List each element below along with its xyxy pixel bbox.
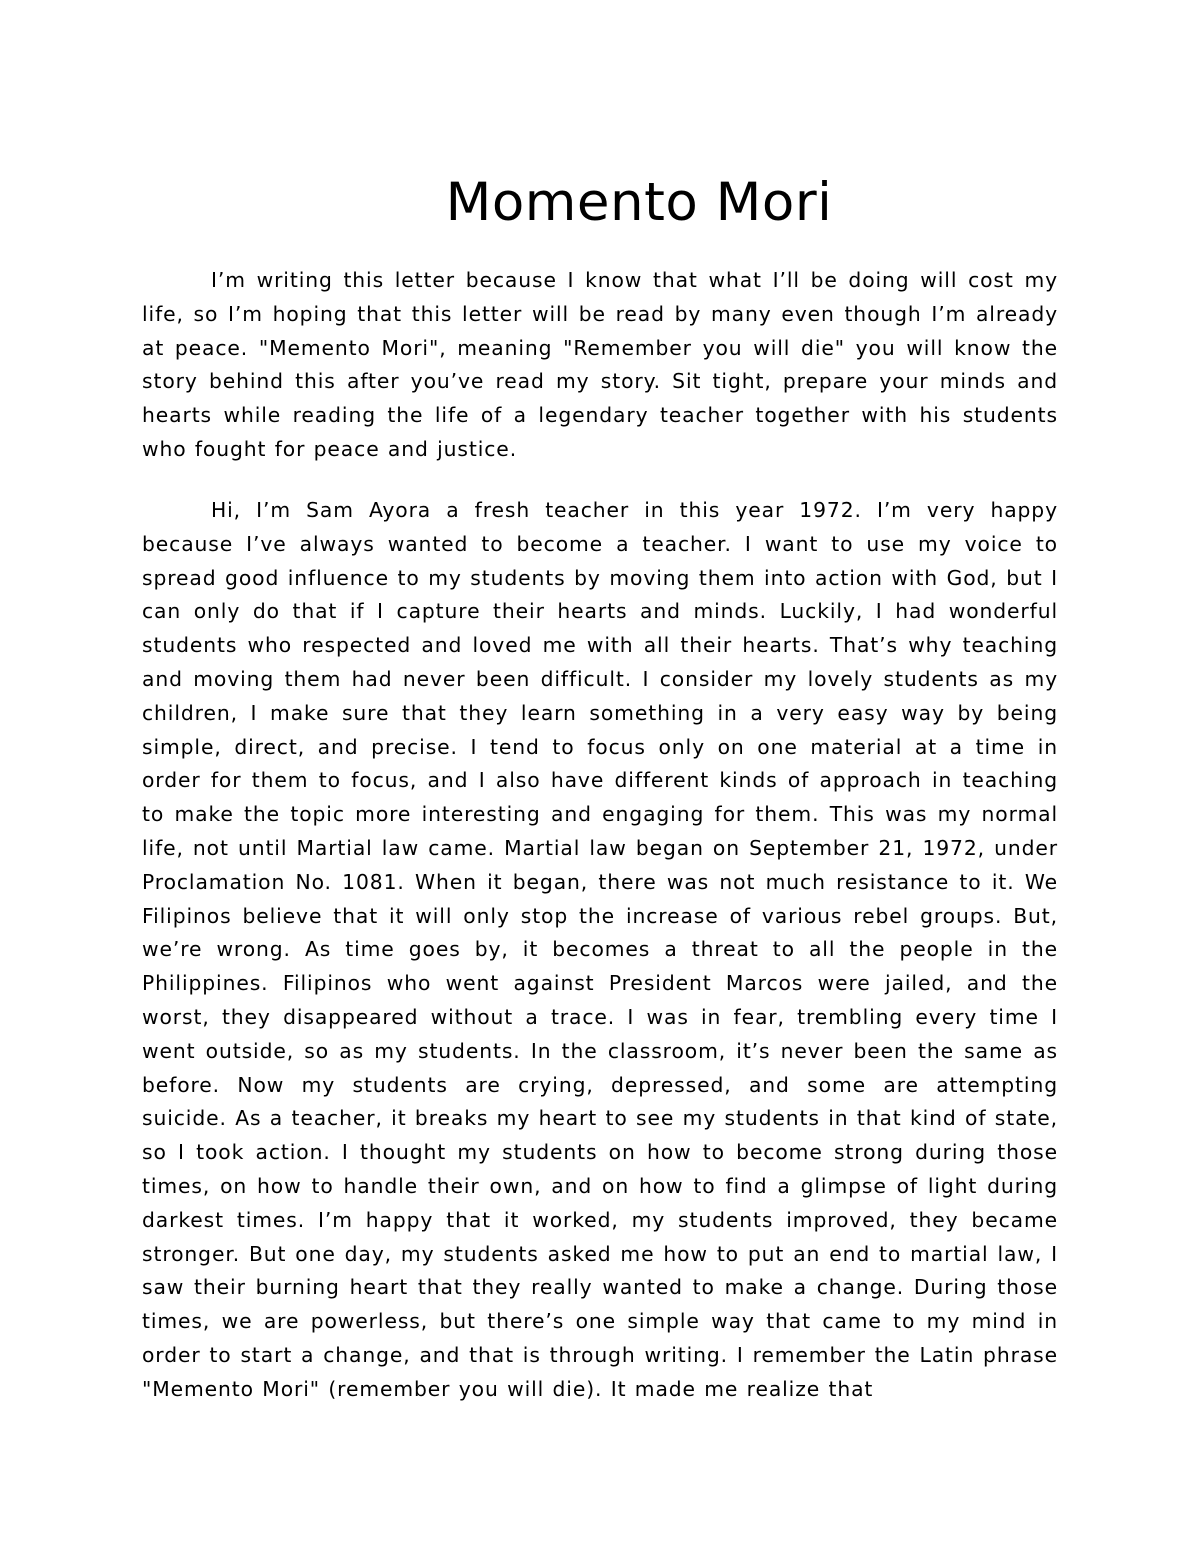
paragraph-1-container [142, 264, 1058, 467]
paragraph-1: I’m writing this letter because I know that what I’ll be doing will cost my life, so I’m hoping that this letter will be read by many even though I’m already at peace. "Memento Mori", meaning "Remember you will die" you will know the story behind this after you’ve read my story. Sit tight, prepare your minds and hearts while reading the life of a legendary teacher together with his students who fought for peace and justice. [142, 268, 1058, 461]
paragraph-2-container [142, 494, 1058, 1407]
document-title: Momento Mori [445, 172, 833, 233]
paragraph-2: Hi, I’m Sam Ayora a fresh teacher in this year 1972. I’m very happy because I’ve always wanted to become a teacher. I want to use my voice to spread good influence to my students by moving them into action with God, but I can only do that if I capture their hearts and minds. Luckily, I had wonderful students who respected and loved me with all their hearts. That’s why teaching and moving them had never been difficult. I consider my lovely students as my children, I make sure that they learn something in a very easy way by being simple, direct, and precise. I tend to focus only on one material at a time in order for them to focus, and I also have different kinds of approach in teaching to make the topic more interesting and engaging for them. This was my normal life, not until Martial law came. Martial law began on September 21, 1972, under Proclamation No. 1081. When it began, there was not much resistance to it. We Filipinos believe that it will only stop the increase of various rebel groups. But, we’re wrong. As time goes by, it becomes a threat to all the people in the Philippines. Filipinos who went against President Marcos were jailed, and the worst, they disappeared without a trace. I was in fear, trembling every time I went outside, so as my students. In the classroom, it’s never been the same as before. Now my students are crying, depressed, and some are attempting suicide. As a teacher, it breaks my heart to see my students in that kind of state, so I took action. I thought my students on how to become strong during those times, on how to handle their own, and on how to find a glimpse of light during darkest times. I’m happy that it worked, my students improved, they became stronger. But one day, my students asked me how to put an end to martial law, I saw their burning heart that they really wanted to make a change. During those times, we are powerless, but there’s one simple way that came to my mind in order to start a change, and that is through writing. I remember the Latin phrase "Memento Mori" (remember you will die). It made me realize that [142, 498, 1058, 1401]
